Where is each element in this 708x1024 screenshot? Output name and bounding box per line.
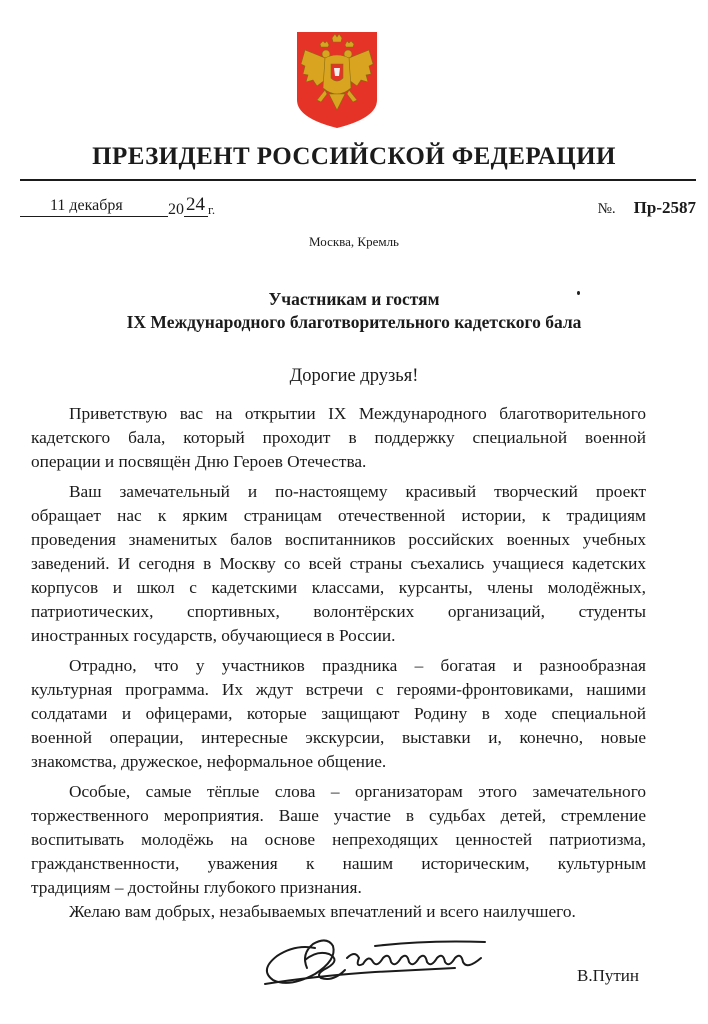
number-value: Пр-2587: [633, 198, 696, 217]
handwritten-signature: [255, 924, 525, 994]
date-day-month: 11 декабря: [20, 197, 168, 217]
text-line: торжественного мероприятия. Ваше участие в судьбах детей, стремление: [31, 806, 646, 825]
text-line: Особые, самые тёплые слова – организаторам этого замечательного: [69, 782, 646, 801]
text-line: Приветствую вас на открытии IX Международного благотворительного: [69, 404, 646, 423]
addressee-block: [0, 288, 708, 334]
text-line: проведения знаменитых балов воспитанников российских военных учебных: [31, 530, 646, 549]
signer-name: В.Путин: [577, 966, 639, 985]
text-line: культурная программа. Их ждут встречи с героями-фронтовиками, нашими: [31, 680, 646, 699]
text-line: Ваш замечательный и по-настоящему красивый творческий проект: [69, 482, 646, 501]
paragraph-3: [31, 654, 646, 774]
greeting: Дорогие друзья!: [289, 366, 419, 386]
document-date: [20, 194, 215, 217]
text-line: гражданственности, уважения к нашим историческим, культурным: [31, 854, 646, 873]
text-line: традициям – достойны глубокого признания.: [31, 878, 362, 897]
paragraph-4: [31, 780, 646, 900]
text-line: военной операции, интересные экскурсии, выставки и, конечно, новые: [31, 728, 646, 747]
date-year-prefix: 20: [168, 201, 184, 218]
paragraph-1: [31, 402, 646, 474]
text-line: Желаю вам добрых, незабываемых впечатлений и всего наилучшего.: [69, 902, 576, 921]
paragraph-2: [31, 480, 646, 648]
text-line: воспитывать молодёжь на основе непреходящих ценностей патриотизма,: [31, 830, 646, 849]
number-sign: №.: [597, 201, 616, 217]
header-divider: [20, 179, 696, 181]
text-line: корпусов и школ с кадетскими классами, курсанты, члены молодёжных,: [31, 578, 646, 597]
date-year-abbrev: г.: [208, 202, 216, 217]
ink-dot: [577, 291, 580, 295]
document-place: Москва, Кремль: [309, 234, 399, 249]
addressee-line-1: Участникам и гостям: [268, 289, 440, 309]
date-year-suffix: 24: [184, 194, 208, 217]
paragraph-5: [31, 900, 646, 924]
text-line: операции и посвящён Дню Героев Отечества.: [31, 452, 367, 471]
text-line: иностранных государств, обучающиеся в России.: [31, 626, 396, 645]
text-line: заведений. И сегодня в Москву со всей страны съехались учащиеся кадетских: [31, 554, 646, 573]
document-number: [598, 198, 696, 218]
text-line: знакомства, дружеское, неформальное общение.: [31, 752, 387, 771]
text-line: солдатами и офицерами, которые защищают Родину в ходе специальной: [31, 704, 646, 723]
addressee-line-2: IX Международного благотворительного кадетского бала: [126, 312, 582, 332]
text-line: кадетского бала, который проходит в поддержку специальной военной: [31, 428, 646, 447]
text-line: патриотических, спортивных, волонтёрских организаций, студенты: [31, 602, 646, 621]
document-header-title: ПРЕЗИДЕНТ РОССИЙСКОЙ ФЕДЕРАЦИИ: [92, 143, 616, 170]
text-line: обращает нас к ярким страницам отечественной истории, к традициям: [31, 506, 646, 525]
text-line: Отрадно, что у участников праздника – богатая и разнообразная: [69, 656, 646, 675]
coat-of-arms-icon: [295, 30, 379, 130]
letter-body: [31, 402, 646, 924]
